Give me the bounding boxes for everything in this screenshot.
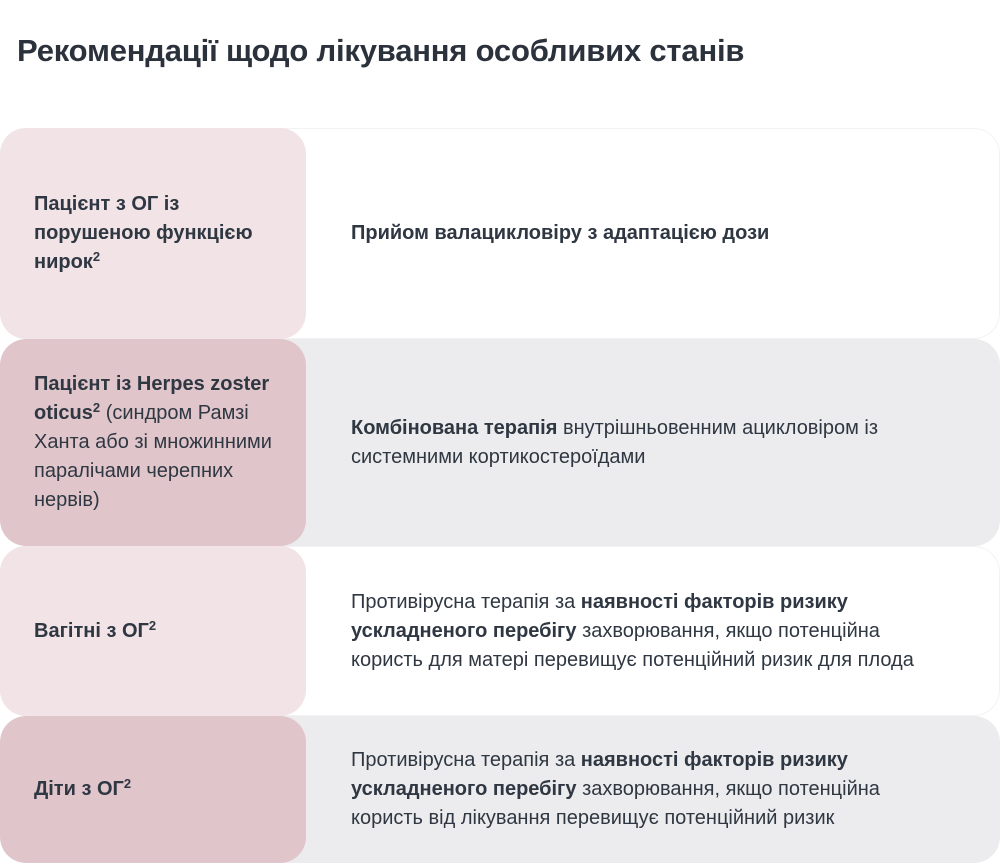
footnote-marker: 2 [148,617,157,633]
condition-text [34,617,156,646]
treatment-prefix: Противірусна терапія за [351,749,581,771]
condition-text [34,190,292,277]
condition-bold: Вагітні з ОГ [34,619,149,642]
treatment-rest: захворювання, якщо потенційна користь для матері перевищує потенційний ризик для плода [351,619,914,671]
treatment-cell [306,128,1000,339]
condition-cell [0,339,306,546]
footnote-marker: 2 [123,776,132,791]
condition-cell [0,128,306,339]
condition-bold: Пацієнт з ОГ із порушеною функцією нирок [34,193,253,273]
treatment-text [351,746,951,833]
footnote-marker: 2 [92,249,101,264]
treatment-cell [306,716,1000,863]
table-row-pregnant [0,546,1000,716]
condition-rest: (синдром Рамзі Ханта або зі множинними паралічами черепних нервів) [34,402,272,511]
treatment-cell [306,339,1000,546]
condition-bold: Діти з ОГ [34,778,124,800]
table-row-renal [0,128,1000,339]
table-row-zoster-oticus [0,339,1000,546]
condition-bold: Пацієнт із Herpes zoster oticus [34,373,270,424]
condition-cell [0,716,306,863]
treatment-bold: Комбінована терапія [351,416,558,439]
treatment-rest: захворювання, якщо потенційна користь від лікування перевищує потенційний ризик [351,778,880,829]
treatment-rest: внутрішньовенним ацикловіром із системними кортикостероїдами [351,416,879,468]
treatment-bold: Прийом валацикловіру з адаптацією дози [351,222,770,244]
treatment-cell [306,546,1000,716]
treatment-prefix: Противірусна терапія за [351,590,581,613]
treatment-text [351,588,951,675]
treatment-bold: наявності факторів ризику ускладненого перебігу [351,749,848,800]
condition-text [34,775,131,804]
condition-text [34,370,292,515]
table-row-children [0,716,1000,863]
page-title: Рекомендації щодо лікування особливих станів [17,33,745,68]
treatment-bold: наявності факторів ризику ускладненого перебігу [351,590,848,642]
footnote-marker: 2 [92,400,101,415]
treatment-text [351,219,769,248]
treatment-text [351,414,931,472]
condition-cell [0,546,306,716]
